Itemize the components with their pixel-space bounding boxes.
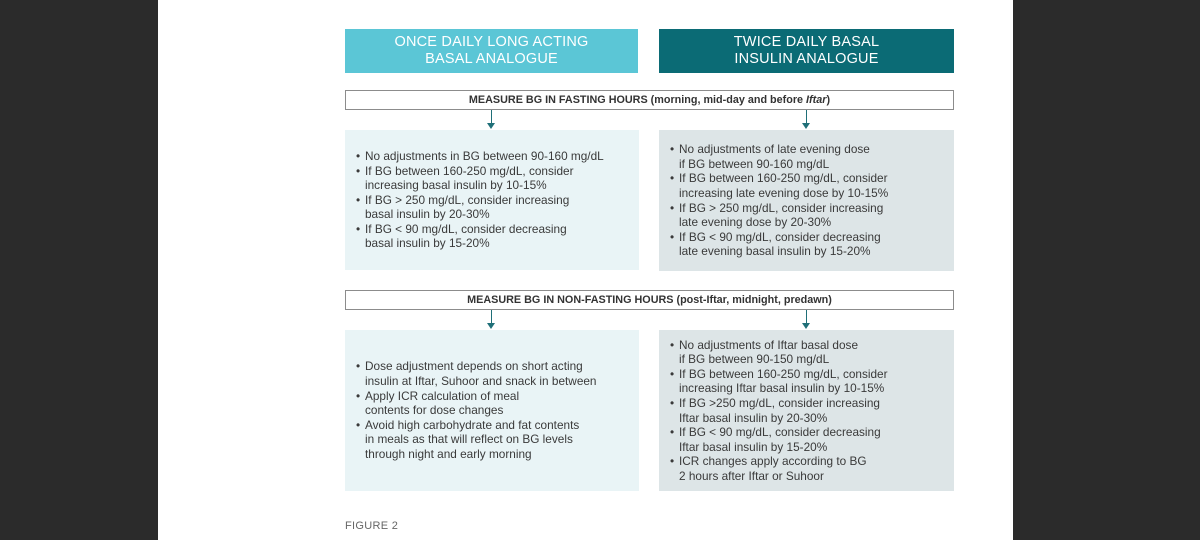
document-page — [158, 0, 1013, 540]
list-item: • If BG < 90 mg/dL, consider decreasing Iftar basal insulin by 15-20% — [670, 425, 944, 454]
list-item: • Apply ICR calculation of meal contents for dose changes — [356, 389, 629, 418]
arrow-down-icon — [806, 310, 807, 324]
list-item: • If BG > 250 mg/dL, consider increasing basal insulin by 20-30% — [356, 193, 629, 222]
list-item: • If BG between 160-250 mg/dL, consider increasing Iftar basal insulin by 10-15% — [670, 367, 944, 396]
nonfasting-right-box — [659, 330, 954, 491]
list-item: • If BG >250 mg/dL, consider increasing Iftar basal insulin by 20-30% — [670, 396, 944, 425]
header-once-daily — [345, 29, 638, 73]
arrow-down-icon — [806, 110, 807, 124]
measure-nonfasting-bar — [345, 290, 954, 310]
header-line: ONCE DAILY LONG ACTING — [394, 34, 589, 50]
list-item: • If BG between 160-250 mg/dL, consider increasing late evening dose by 10-15% — [670, 171, 944, 200]
list-item: • No adjustments in BG between 90-160 mg/dL — [356, 149, 629, 164]
measure-nonfasting-text: MEASURE BG IN NON-FASTING HOURS (post-Iftar, midnight, predawn) — [467, 294, 832, 306]
measure-fasting-bar — [345, 90, 954, 110]
arrow-down-icon — [491, 310, 492, 324]
header-line: BASAL ANALOGUE — [425, 51, 558, 67]
list-item: • No adjustments of late evening dose if BG between 90-160 mg/dL — [670, 142, 944, 171]
fasting-right-box — [659, 130, 954, 271]
list-item: • ICR changes apply according to BG 2 hours after Iftar or Suhoor — [670, 454, 944, 483]
list-item: • If BG < 90 mg/dL, consider decreasing basal insulin by 15-20% — [356, 222, 629, 251]
list-item: • No adjustments of Iftar basal dose if BG between 90-150 mg/dL — [670, 338, 944, 367]
arrow-down-icon — [491, 110, 492, 124]
fasting-left-box — [345, 130, 639, 270]
figure-caption: FIGURE 2 — [345, 520, 399, 532]
measure-fasting-text: MEASURE BG IN FASTING HOURS (morning, mid-day and before Iftar) — [468, 94, 831, 106]
list-item: • If BG > 250 mg/dL, consider increasing late evening dose by 20-30% — [670, 201, 944, 230]
nonfasting-left-box — [345, 330, 639, 491]
header-twice-daily — [659, 29, 954, 73]
list-item: • If BG between 160-250 mg/dL, consider increasing basal insulin by 10-15% — [356, 164, 629, 193]
list-item: • If BG < 90 mg/dL, consider decreasing late evening basal insulin by 15-20% — [670, 230, 944, 259]
header-line: INSULIN ANALOGUE — [734, 51, 879, 67]
header-line: TWICE DAILY BASAL — [733, 34, 880, 50]
list-item: • Avoid high carbohydrate and fat contents in meals as that will reflect on BG levels through night and early morning — [356, 418, 629, 462]
list-item: • Dose adjustment depends on short acting insulin at Iftar, Suhoor and snack in between — [356, 359, 629, 388]
